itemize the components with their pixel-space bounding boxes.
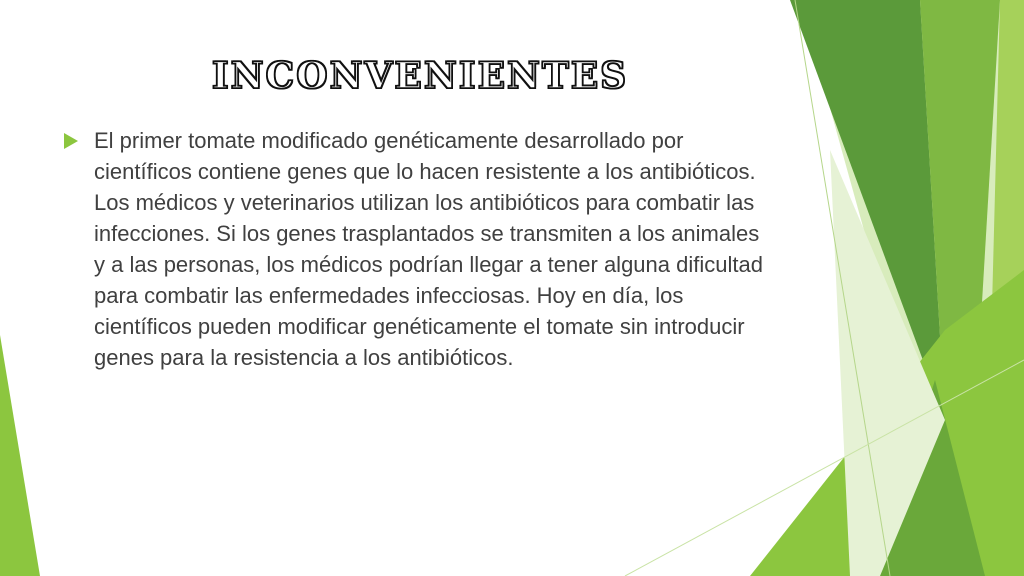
left-green-sliver	[0, 335, 40, 576]
bullet-paragraph: El primer tomate modificado genéticamente desarrollado por científicos contiene genes que lo hacen resistente a los antibióticos. Los médicos y veterinarios utilizan los antibióticos para combatir las infecciones. Si los genes trasplantados se transmiten a los animales y a las personas, los médicos podrían llegar a tener alguna dificultad para combatir las enfermedades infecciosas. Hoy en día, los científicos pueden modificar genéticamente el tomate sin introducir genes para la resistencia a los antibióticos.	[94, 128, 763, 370]
slide-title: INCONVENIENTES	[211, 55, 629, 97]
bullet-list	[64, 125, 764, 373]
triangle-bullet-icon	[64, 125, 94, 154]
